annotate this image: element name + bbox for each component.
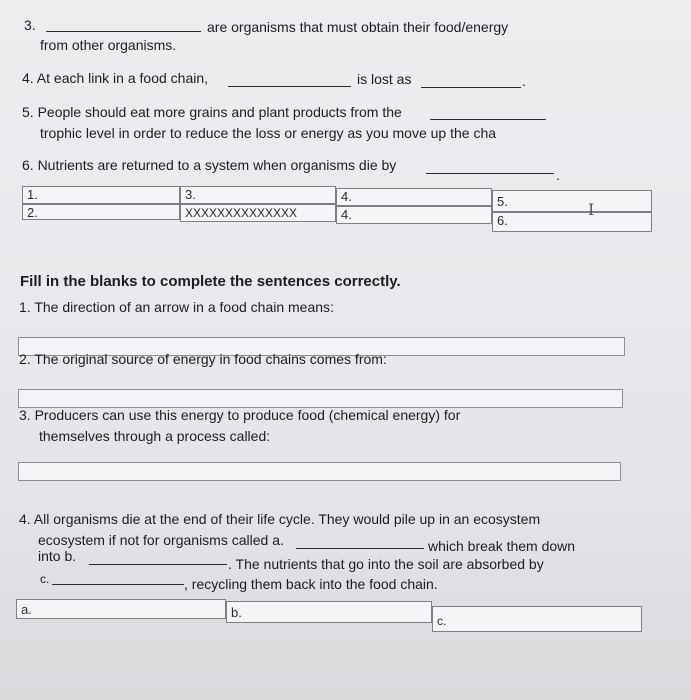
fill-q4-text-2b: which break them down: [428, 538, 576, 554]
q3-number: 3.: [24, 17, 36, 33]
fill-q4-text-4b: , recycling them back into the food chain.: [184, 576, 438, 592]
q4-middle: is lost as: [357, 71, 412, 87]
fill-q4-text: 4. All organisms die at the end of their life cycle. They would pile up in an ecosystem: [19, 511, 541, 527]
table-cell-6[interactable]: 6.: [492, 212, 652, 232]
fill-q4-blank-b[interactable]: [89, 564, 227, 565]
fill-q3-text: 3. Producers can use this energy to produce food (chemical energy) for: [19, 407, 461, 423]
table-cell-4a[interactable]: 4.: [336, 188, 492, 206]
q6-blank[interactable]: [426, 173, 554, 174]
fill-q3-text-continued: themselves through a process called:: [39, 428, 271, 444]
fill-q4-text-3a: into b.: [38, 548, 77, 564]
q5-text-continued: trophic level in order to reduce the loss or energy as you move up the cha: [40, 125, 497, 141]
table-cell-3[interactable]: 3.: [180, 186, 336, 204]
q3-blank[interactable]: [46, 31, 201, 32]
q6-end: .: [556, 167, 560, 183]
fill-q4-text-2a: ecosystem if not for organisms called a.: [38, 532, 284, 548]
table-cell-4b[interactable]: 4.: [336, 206, 492, 224]
table-cell-crossed: XXXXXXXXXXXXXX: [180, 204, 336, 222]
text-cursor-icon: I: [588, 200, 595, 219]
fill-q2-text: 2. The original source of energy in food chains comes from:: [19, 351, 387, 367]
fill-q1-text: 1. The direction of an arrow in a food chain means:: [19, 299, 334, 315]
fill-q4-text-4a: c.: [40, 572, 50, 586]
q5-blank[interactable]: [430, 119, 546, 120]
table-cell-5[interactable]: 5.: [492, 190, 652, 212]
fill-q4-blank-a[interactable]: [296, 548, 424, 549]
bottom-cell-b[interactable]: b.: [226, 601, 432, 623]
q4-text: 4. At each link in a food chain,: [22, 70, 209, 86]
q5-text: 5. People should eat more grains and plant products from the: [22, 104, 402, 120]
q3-text: are organisms that must obtain their food/energy: [207, 19, 509, 35]
q3-text-continued: from other organisms.: [40, 37, 177, 53]
section-heading: Fill in the blanks to complete the sentences correctly.: [20, 273, 401, 290]
bottom-cell-c[interactable]: c.: [432, 606, 642, 632]
q4-blank-1[interactable]: [228, 86, 351, 87]
fill-q4-text-3b: . The nutrients that go into the soil are absorbed by: [228, 556, 544, 572]
q6-text: 6. Nutrients are returned to a system when organisms die by: [22, 157, 397, 173]
q4-blank-2[interactable]: [421, 87, 521, 88]
bottom-cell-a[interactable]: a.: [16, 599, 226, 619]
fill-q4-blank-c[interactable]: [52, 584, 184, 585]
fill-q3-answer-box[interactable]: [18, 462, 621, 481]
table-cell-1[interactable]: 1.: [22, 186, 180, 204]
table-cell-2[interactable]: 2.: [22, 204, 180, 220]
q4-end: .: [522, 73, 526, 89]
